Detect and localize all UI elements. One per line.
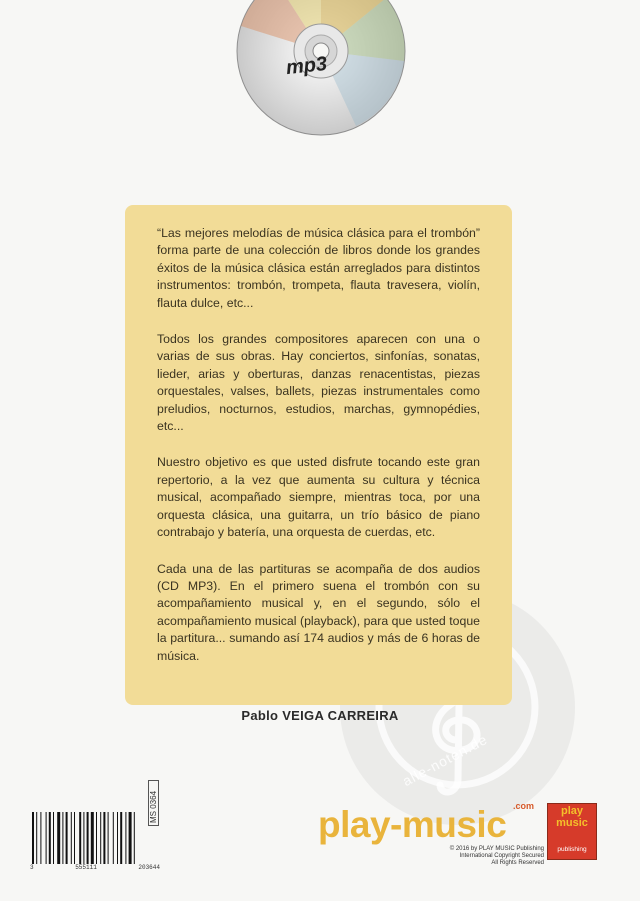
publisher-logo-subtitle: publishing — [557, 846, 587, 853]
catalog-code: MS 0364 — [148, 780, 159, 826]
description-paragraph: Nuestro objetivo es que usted disfrute tocando este gran repertorio, a la vez que aumenta su cultura y técnica musical, acompañado siempre, mientras toca, por una orquesta clásica, una guitarra, un trío básico de piano contrabajo y batería, una orquesta de cuerdas, etc. — [157, 455, 480, 540]
description-paragraph: “Las mejores melodías de música clásica para el trombón” forma parte de una colección de libros donde los grandes éxitos de la música clásica están arreglados para distintos instrumentos: trombón, trompeta, flauta travesera, violín, flauta dulce, etc... — [157, 226, 480, 310]
cd-label: mp3 — [284, 52, 329, 80]
publisher-logo-title: play music — [556, 805, 588, 829]
copyright-line: All Rights Reserved — [491, 860, 544, 867]
copyright-line: International Copyright Secured — [459, 853, 544, 860]
description-paragraph: Cada una de las partituras se acompaña de dos audios (CD MP3). En el primero suena el trombón con su acompañamiento musical y, en el segundo, sólo el acompañamiento musical (playback), para que usted toque la partitura... sumando así 174 audios y más de 6 horas de música. — [157, 561, 480, 663]
barcode-digits — [30, 864, 160, 871]
copyright-line: © 2016 by PLAY MUSIC Publishing — [449, 846, 544, 852]
author-first-name: Pablo — [241, 708, 279, 723]
barcode-digit-group: 3 — [30, 864, 34, 871]
publisher-wordmark: play-music — [318, 804, 507, 845]
author-last-name: VEIGA CARREIRA — [282, 708, 399, 723]
description-paragraph: Todos los grandes compositores aparecen con una o varias de sus obras. Hay conciertos, sinfonías, sonatas, lieder, arias y oberturas, danzas renacentistas, piezas orquestales, valses, ballets, piezas instrumentales como preludios, nocturnos, estudios, marchas, gymnopédies, etc... — [157, 332, 480, 434]
barcode-digit-group: 555111 — [75, 864, 97, 871]
publisher-wordmark-suffix: .com — [513, 801, 535, 811]
watermark-text: alle-noten.de — [399, 730, 491, 790]
barcode-digit-group: 203644 — [138, 864, 160, 871]
barcode-image — [30, 812, 160, 864]
cd-mp3-disc — [236, 0, 406, 136]
description-panel — [125, 205, 512, 705]
author-name — [0, 708, 640, 723]
publisher-logo — [547, 803, 597, 860]
copyright-notice — [395, 846, 544, 868]
